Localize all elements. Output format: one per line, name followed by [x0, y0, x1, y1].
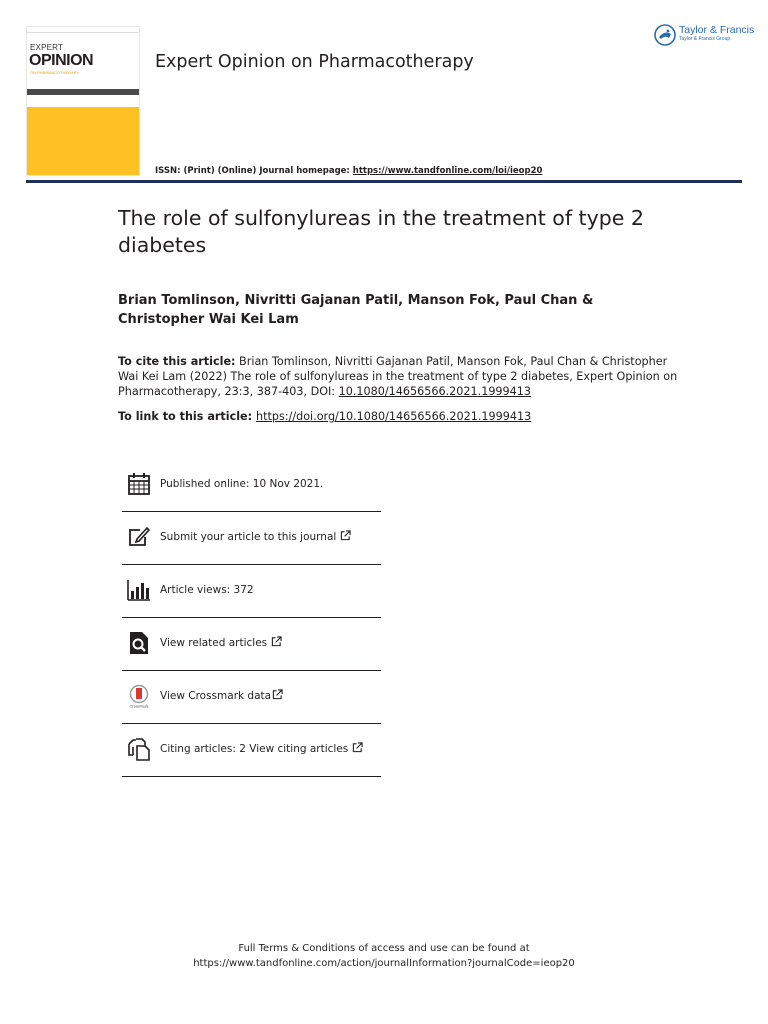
publisher-group-name: Taylor & Francis Group — [679, 36, 731, 42]
cover-white-band — [27, 97, 139, 107]
journal-homepage-link[interactable]: https://www.tandfonline.com/loi/ieop20 — [352, 166, 543, 176]
row-divider — [122, 617, 381, 618]
cover-top-strip — [27, 27, 139, 33]
publisher-name: Taylor & Francis — [679, 24, 755, 36]
row-divider — [122, 723, 381, 724]
external-link-icon — [272, 689, 283, 700]
citation-text: Brian Tomlinson, Nivritti Gajanan Patil, Manson Fok, Paul Chan & Christopher Wai Kei Lam (2022) The role of sulfonylureas in the treatment of type 2 diabetes, Expert Opinion on Pharmacotherapy, 23:3, 387-403, DOI: — [118, 355, 678, 398]
journal-title: Expert Opinion on Pharmacotherapy — [155, 52, 474, 72]
article-views-text: Article views: 372 — [160, 584, 254, 596]
cover-opinion-text: OPINION — [29, 52, 94, 69]
article-link-block — [118, 409, 678, 424]
cover-expert-text: EXPERT — [30, 43, 64, 52]
journal-cover-thumbnail — [26, 26, 140, 176]
related-articles-row[interactable] — [122, 619, 381, 671]
footer-terms-text: Full Terms & Conditions of access and use can be found at — [238, 943, 530, 954]
crossmark-link[interactable] — [160, 689, 283, 703]
external-link-icon — [271, 636, 282, 647]
related-articles-text: View related articles — [160, 637, 268, 649]
citation-doi-link[interactable]: 10.1080/14656566.2021.1999413 — [338, 385, 532, 398]
row-divider — [122, 670, 381, 671]
edit-icon — [127, 525, 151, 549]
citation-block — [118, 354, 678, 399]
article-authors: Brian Tomlinson, Nivritti Gajanan Patil, Manson Fok, Paul Chan & Christopher Wai Kei Lam — [118, 293, 594, 327]
citing-articles-link[interactable] — [160, 742, 363, 756]
header-divider — [26, 180, 742, 183]
cover-dark-band — [27, 89, 139, 95]
published-online-text: Published online: 10 Nov 2021. — [160, 478, 324, 490]
article-link-label: To link to this article: — [118, 410, 256, 423]
document-search-icon — [127, 631, 151, 655]
crossmark-text: View Crossmark data — [160, 690, 272, 702]
submit-article-link[interactable] — [160, 530, 351, 544]
related-articles-link[interactable] — [160, 636, 282, 650]
submit-article-text: Submit your article to this journal — [160, 531, 337, 543]
calendar-icon — [127, 472, 151, 496]
citing-articles-text: Citing articles: 2 View citing articles — [160, 743, 349, 755]
citation-label: To cite this article: — [118, 355, 236, 368]
issn-label: ISSN: (Print) (Online) Journal homepage: — [155, 166, 353, 176]
cover-subtitle-text: ON PHARMACOTHERAPY — [30, 70, 80, 75]
article-views-row — [122, 566, 381, 618]
submit-article-row[interactable] — [122, 513, 381, 565]
citing-documents-icon — [127, 737, 151, 761]
row-divider — [122, 776, 381, 777]
crossmark-icon — [127, 684, 151, 708]
published-online-row — [122, 460, 381, 512]
article-title: The role of sulfonylureas in the treatment of type 2 diabetes — [118, 206, 644, 257]
article-doi-url-link[interactable]: https://doi.org/10.1080/14656566.2021.1999413 — [256, 410, 532, 423]
footer-terms-url[interactable]: https://www.tandfonline.com/action/journalInformation?journalCode=ieop20 — [193, 958, 575, 969]
row-divider — [122, 564, 381, 565]
external-link-icon — [340, 530, 351, 541]
external-link-icon — [352, 742, 363, 753]
issn-line — [155, 165, 542, 177]
cover-yellow-block — [27, 107, 139, 175]
citing-articles-row[interactable] — [122, 725, 381, 777]
crossmark-caption: CrossMark — [129, 704, 149, 708]
crossmark-row[interactable] — [122, 672, 381, 724]
bar-chart-icon — [127, 578, 151, 602]
row-divider — [122, 511, 381, 512]
